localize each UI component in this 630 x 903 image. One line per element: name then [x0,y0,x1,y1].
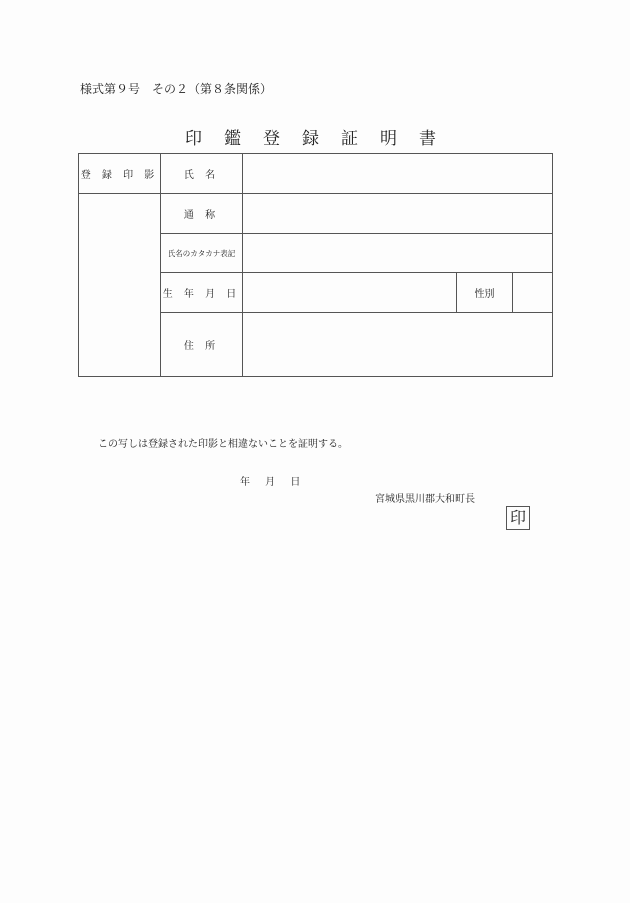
birthdate-field [243,273,457,313]
name-label: 氏 名 [161,154,243,194]
name-field [243,154,553,194]
official-seal-mark: 印 [506,506,530,530]
birthdate-label: 生 年 月 日 [161,273,243,313]
sex-field [513,273,553,313]
document-title: 印鑑登録証明書 [185,129,458,149]
registration-table [78,153,553,377]
alias-field [243,194,553,234]
seal-image-area [79,194,161,377]
issue-date: 年 月 日 [240,477,303,488]
alias-label: 通 称 [161,194,243,234]
form-number: 様式第９号 その２（第８条関係） [80,82,273,96]
certification-statement: この写しは登録された印影と相違ないことを証明する。 [98,439,348,450]
issuer-name: 宮城県黒川郡大和町長 [375,494,475,505]
address-field [243,313,553,377]
katakana-field [243,234,553,273]
address-label: 住 所 [161,313,243,377]
katakana-label: 氏名のカタカナ表記 [161,234,243,273]
seal-image-label: 登 録 印 影 [79,154,161,194]
sex-label: 性別 [457,273,513,313]
